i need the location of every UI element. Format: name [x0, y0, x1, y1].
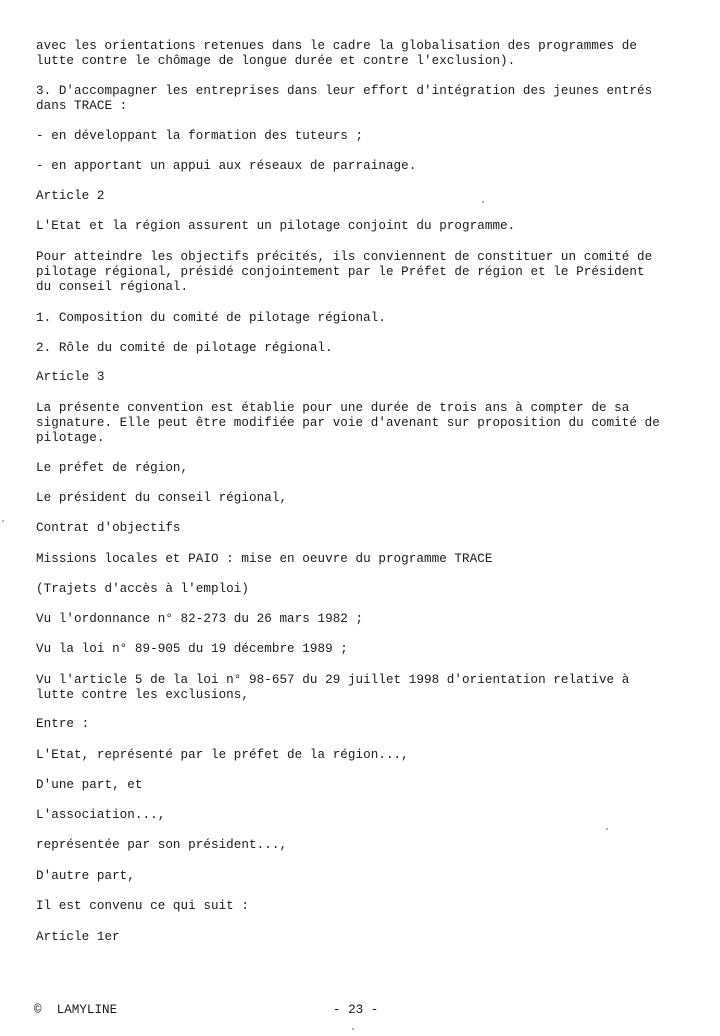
text-line: D'autre part,	[36, 869, 135, 883]
text-line: Vu l'article 5 de la loi n° 98-657 du 29 juillet 1998 d'orientation relative à	[36, 673, 630, 687]
text-line: Pour atteindre les objectifs précités, ils conviennent de constituer un comité de	[36, 250, 653, 264]
text-line: pilotage régional, présidé conjointement par le Préfet de région et le Président	[36, 265, 645, 279]
scan-speck	[606, 828, 608, 830]
text-line: - en apportant un appui aux réseaux de parrainage.	[36, 159, 417, 173]
text-line: lutte contre les exclusions,	[36, 688, 250, 702]
text-line: Missions locales et PAIO : mise en oeuvre du programme TRACE	[36, 552, 493, 566]
text-line: avec les orientations retenues dans le cadre la globalisation des programmes de	[36, 39, 637, 53]
text-line: (Trajets d'accès à l'emploi)	[36, 582, 250, 596]
text-line: Il est convenu ce qui suit :	[36, 899, 250, 913]
article-heading: Article 2	[36, 189, 105, 203]
text-line: La présente convention est établie pour une durée de trois ans à compter de sa	[36, 401, 630, 415]
footer-copyright: © LAMYLINE	[34, 1003, 118, 1017]
text-line: lutte contre le chômage de longue durée et contre l'exclusion).	[36, 54, 516, 68]
text-line: Le président du conseil régional,	[36, 491, 288, 505]
text-line: 1. Composition du comité de pilotage régional.	[36, 311, 386, 325]
text-line: représentée par son président...,	[36, 838, 288, 852]
text-line: du conseil régional.	[36, 280, 189, 294]
text-line: Entre :	[36, 717, 90, 731]
text-line: L'Etat et la région assurent un pilotage conjoint du programme.	[36, 219, 516, 233]
text-line: L'association...,	[36, 808, 166, 822]
text-line: L'Etat, représenté par le préfet de la région...,	[36, 748, 409, 762]
text-line: Le préfet de région,	[36, 461, 189, 475]
scan-speck	[482, 201, 484, 203]
text-line: Vu la loi n° 89-905 du 19 décembre 1989 ;	[36, 642, 348, 656]
scan-speck	[352, 1028, 354, 1030]
text-line: 2. Rôle du comité de pilotage régional.	[36, 341, 333, 355]
scan-speck	[2, 520, 4, 522]
article-heading: Article 3	[36, 370, 105, 384]
text-line: - en développant la formation des tuteurs ;	[36, 129, 364, 143]
text-line: D'une part, et	[36, 778, 143, 792]
text-line: 3. D'accompagner les entreprises dans leur effort d'intégration des jeunes entrés	[36, 84, 653, 98]
article-heading: Article 1er	[36, 930, 120, 944]
text-line: pilotage.	[36, 431, 105, 445]
text-line: signature. Elle peut être modifiée par voie d'avenant sur proposition du comité de	[36, 416, 660, 430]
text-line: dans TRACE :	[36, 99, 128, 113]
page-number: - 23 -	[333, 1003, 379, 1017]
text-line: Contrat d'objectifs	[36, 521, 181, 535]
text-line: Vu l'ordonnance n° 82-273 du 26 mars 1982 ;	[36, 612, 364, 626]
